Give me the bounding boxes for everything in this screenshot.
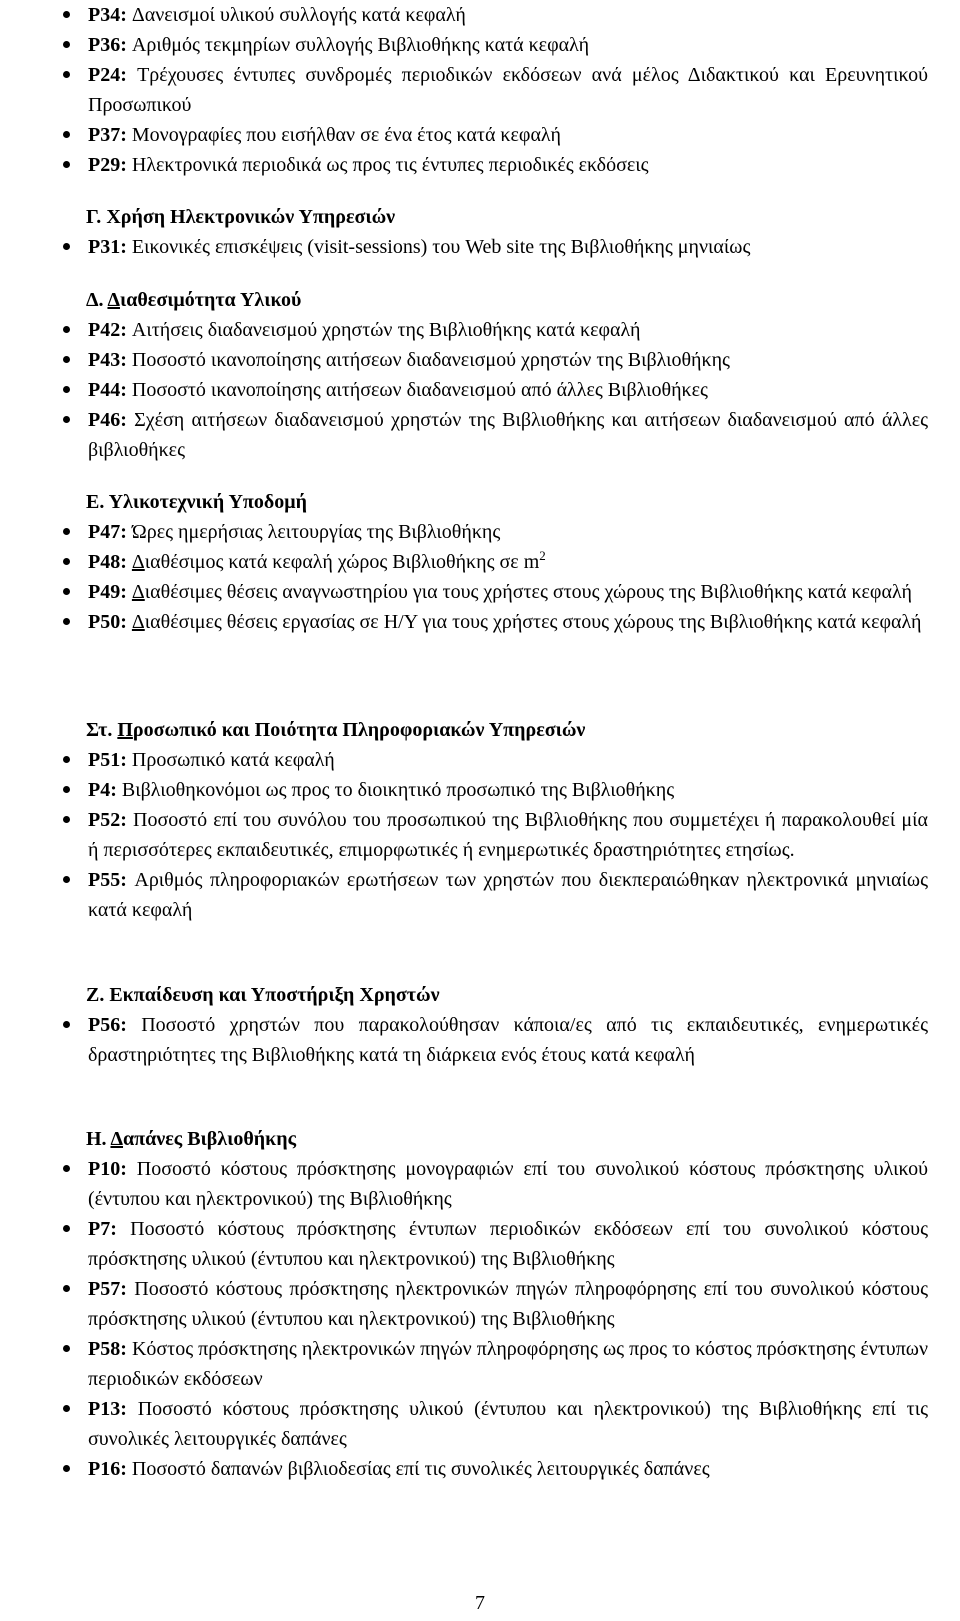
- indicator-list: [88, 232, 928, 262]
- section-heading-prefix: Γ.: [86, 206, 102, 228]
- list-item: [88, 1334, 928, 1394]
- bullet-icon: [63, 805, 71, 835]
- indicator-code: P31:: [88, 236, 127, 258]
- indicator-text: Ποσοστό ικανοποίησης αιτήσεων διαδανεισμού από άλλες Βιβλιοθήκες: [131, 379, 708, 401]
- bullet-icon: [63, 345, 71, 375]
- indicator-code: P13:: [88, 1398, 127, 1420]
- list-item: [88, 1154, 928, 1214]
- indicator-text: Ποσοστό κόστους πρόσκτησης ηλεκτρονικών πηγών πληροφόρησης επί του συνολικού κόστους πρόσκτησης υλικού (έντυπου και ηλεκτρονικού) της Βιβλιοθήκης: [88, 1278, 928, 1330]
- indicator-code: P55:: [88, 869, 127, 891]
- list-item: [88, 775, 928, 805]
- bullet-icon: [63, 315, 71, 345]
- indicator-text: Σχέση αιτήσεων διαδανεισμού χρηστών της Βιβλιοθήκης και αιτήσεων διαδανεισμού από άλλες βιβλιοθήκες: [88, 409, 929, 461]
- section-heading-text: Υλικοτεχνική Υποδομή: [108, 491, 307, 513]
- list-item: [88, 345, 928, 375]
- list-item: [88, 1274, 928, 1334]
- section-heading-prefix: Η.: [86, 1128, 107, 1150]
- indicator-code: P34:: [88, 4, 127, 26]
- bullet-icon: [63, 405, 71, 435]
- indicator-code: P49:: [88, 581, 127, 603]
- indicator-text: Αιτήσεις διαδανεισμού χρηστών της Βιβλιοθήκης κατά κεφαλή: [131, 319, 641, 341]
- indicator-text: Ποσοστό κόστους πρόσκτησης μονογραφιών επί του συνολικού κόστους πρόσκτησης υλικού (έντυπου και ηλεκτρονικού) της Βιβλιοθήκης: [88, 1158, 929, 1210]
- indicator-text: Κόστος πρόσκτησης ηλεκτρονικών πηγών πληροφόρησης ως προς το κόστος πρόσκτησης έντυπων περιοδικών εκδόσεων: [88, 1338, 929, 1390]
- indicator-text: Διαθέσιμος κατά κεφαλή χώρος Βιβλιοθήκης σε m: [131, 551, 540, 573]
- section-heading-prefix: Ε.: [86, 491, 105, 513]
- indicator-code: P58:: [88, 1338, 127, 1360]
- indicator-code: P16:: [88, 1458, 127, 1480]
- indicator-code: P36:: [88, 34, 127, 56]
- bullet-icon: [63, 1154, 71, 1184]
- indicator-text: Ώρες ημερήσιας λειτουργίας της Βιβλιοθήκης: [131, 521, 501, 543]
- bullet-icon: [63, 865, 71, 895]
- indicator-text: Ποσοστό χρηστών που παρακολούθησαν κάποια/ες από τις εκπαιδευτικές, ενημερωτικές δραστηριότητες της Βιβλιοθήκης κατά τη διάρκεια ενός έτους κατά κεφαλή: [88, 1014, 928, 1066]
- section-heading: [0, 202, 926, 232]
- indicator-list: [88, 517, 928, 637]
- indicator-text: Ποσοστό επί του συνόλου του προσωπικού της Βιβλιοθήκης που συμμετέχει ή παρακολουθεί μία ή περισσότερες εκπαιδευτικές, επιμορφωτικές ή ενημερωτικές δραστηριότητες ετησίως.: [88, 809, 928, 861]
- list-item: [88, 375, 928, 405]
- indicator-code: P37:: [88, 124, 127, 146]
- list-item: [88, 1394, 928, 1454]
- indicator-code: P52:: [88, 809, 127, 831]
- bullet-icon: [63, 1394, 71, 1424]
- indicator-list: [88, 1010, 928, 1070]
- bullet-icon: [63, 1214, 71, 1244]
- bullet-icon: [63, 375, 71, 405]
- section-heading-prefix: Ζ.: [86, 984, 105, 1006]
- indicator-list: [88, 1154, 928, 1484]
- indicator-text: Αριθμός πληροφοριακών ερωτήσεων των χρηστών που διεκπεραιώθηκαν ηλεκτρονικά μηνιαίως κατά κεφαλή: [88, 869, 929, 921]
- bullet-icon: [63, 1274, 71, 1304]
- section-heading-prefix: Δ.: [86, 289, 104, 311]
- indicator-code: P50:: [88, 611, 127, 633]
- section-heading: [0, 487, 926, 517]
- bullet-icon: [63, 607, 71, 637]
- indicator-list: [88, 0, 928, 180]
- indicator-code: P43:: [88, 349, 127, 371]
- list-item: [88, 577, 928, 607]
- indicator-code: P48:: [88, 551, 127, 573]
- indicator-code: P51:: [88, 749, 127, 771]
- list-item: [88, 547, 928, 577]
- section-2: [88, 285, 928, 465]
- list-item: [88, 865, 928, 925]
- indicator-list: [88, 745, 928, 925]
- list-item: [88, 517, 928, 547]
- superscript: 2: [539, 548, 546, 563]
- section-heading-text: Διαθεσιμότητα Υλικού: [107, 289, 302, 311]
- bullet-icon: [63, 0, 71, 30]
- section-3: [88, 487, 928, 637]
- list-item: [88, 1010, 928, 1070]
- page-number: 7: [475, 1592, 485, 1614]
- indicator-code: P29:: [88, 154, 127, 176]
- indicator-text: Εικονικές επισκέψεις (visit-sessions) του Web site της Βιβλιοθήκης μηνιαίως: [131, 236, 751, 258]
- bullet-icon: [63, 517, 71, 547]
- indicator-code: P46:: [88, 409, 127, 431]
- bullet-icon: [63, 547, 71, 577]
- list-item: [88, 60, 928, 120]
- indicator-text: Ποσοστό κόστους πρόσκτησης έντυπων περιοδικών εκδόσεων επί του συνολικού κόστους πρόσκτησης υλικού (έντυπου και ηλεκτρονικού) της Βιβλιοθήκης: [88, 1218, 929, 1270]
- bullet-icon: [63, 1010, 71, 1040]
- indicator-text: Ποσοστό δαπανών βιβλιοδεσίας επί τις συνολικές λειτουργικές δαπάνες: [131, 1458, 710, 1480]
- list-item: [88, 120, 928, 150]
- indicator-text: Αριθμός τεκμηρίων συλλογής Βιβλιοθήκης κατά κεφαλή: [131, 34, 590, 56]
- section-heading: [0, 715, 926, 745]
- indicator-text: Τρέχουσες έντυπες συνδρομές περιοδικών εκδόσεων ανά μέλος Διδακτικού και Ερευνητικού Προσωπικού: [88, 64, 928, 116]
- indicator-code: P57:: [88, 1278, 127, 1300]
- indicator-code: P10:: [88, 1158, 127, 1180]
- indicator-code: P24:: [88, 64, 127, 86]
- indicator-code: P42:: [88, 319, 127, 341]
- indicator-code: P44:: [88, 379, 127, 401]
- bullet-icon: [63, 120, 71, 150]
- section-heading-text: Χρήση Ηλεκτρονικών Υπηρεσιών: [106, 206, 396, 228]
- section-heading-text: Δαπάνες Βιβλιοθήκης: [110, 1128, 297, 1150]
- section-5: [88, 980, 928, 1070]
- indicator-text: Προσωπικό κατά κεφαλή: [131, 749, 335, 771]
- indicator-code: P7:: [88, 1218, 117, 1240]
- section-1: [88, 202, 928, 262]
- list-item: [88, 30, 928, 60]
- section-heading-text: Προσωπικό και Ποιότητα Πληροφοριακών Υπηρεσιών: [117, 719, 586, 741]
- list-item: [88, 745, 928, 775]
- indicator-code: P4:: [88, 779, 117, 801]
- section-heading-text: Εκπαίδευση και Υποστήριξη Χρηστών: [109, 984, 440, 1006]
- bullet-icon: [63, 232, 71, 262]
- bullet-icon: [63, 150, 71, 180]
- section-heading: [0, 980, 926, 1010]
- section-0: [88, 0, 928, 180]
- bullet-icon: [63, 60, 71, 90]
- section-4: [88, 715, 928, 925]
- bullet-icon: [63, 1334, 71, 1364]
- list-item: [88, 805, 928, 865]
- bullet-icon: [63, 1454, 71, 1484]
- section-heading: [0, 285, 926, 315]
- list-item: [88, 1454, 928, 1484]
- list-item: [88, 150, 928, 180]
- indicator-code: P47:: [88, 521, 127, 543]
- indicator-text: Βιβλιοθηκονόμοι ως προς το διοικητικό προσωπικό της Βιβλιοθήκης: [121, 779, 675, 801]
- list-item: [88, 405, 928, 465]
- list-item: [88, 0, 928, 30]
- section-heading-prefix: Στ.: [86, 719, 113, 741]
- indicator-text: Διαθέσιμες θέσεις αναγνωστηρίου για τους χρήστες στους χώρους της Βιβλιοθήκης κατά κεφαλή: [131, 581, 912, 603]
- bullet-icon: [63, 745, 71, 775]
- indicator-text: Ποσοστό κόστους πρόσκτησης υλικού (έντυπου και ηλεκτρονικού) της Βιβλιοθήκης επί τις συνολικές λειτουργικές δαπάνες: [88, 1398, 929, 1450]
- indicator-list: [88, 315, 928, 465]
- list-item: [88, 232, 928, 262]
- indicator-text: Μονογραφίες που εισήλθαν σε ένα έτος κατά κεφαλή: [131, 124, 561, 146]
- bullet-icon: [63, 775, 71, 805]
- list-item: [88, 315, 928, 345]
- indicator-code: P56:: [88, 1014, 127, 1036]
- list-item: [88, 607, 928, 637]
- bullet-icon: [63, 30, 71, 60]
- indicator-text: Ποσοστό ικανοποίησης αιτήσεων διαδανεισμού χρηστών της Βιβλιοθήκης: [131, 349, 730, 371]
- bullet-icon: [63, 577, 71, 607]
- list-item: [88, 1214, 928, 1274]
- indicator-text: Ηλεκτρονικά περιοδικά ως προς τις έντυπες περιοδικές εκδόσεις: [131, 154, 649, 176]
- indicator-text: Διαθέσιμες θέσεις εργασίας σε Η/Υ για τους χρήστες στους χώρους της Βιβλιοθήκης κατά κεφαλή: [131, 611, 922, 633]
- section-heading: [0, 1124, 926, 1154]
- section-6: [88, 1124, 928, 1484]
- indicator-text: Δανεισμοί υλικού συλλογής κατά κεφαλή: [131, 4, 466, 26]
